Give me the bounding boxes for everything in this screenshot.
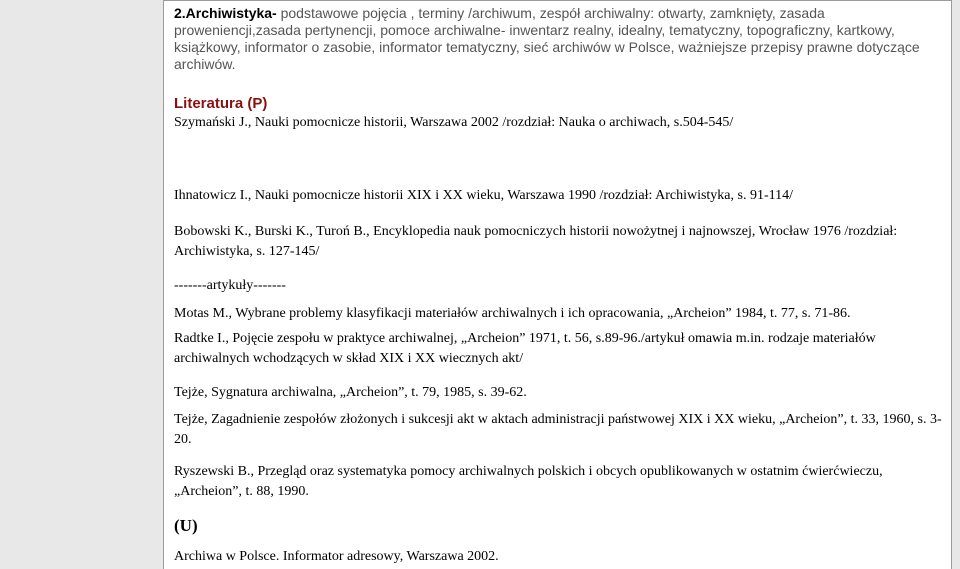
u-heading: (U): [174, 516, 198, 535]
reference-radtke: Radtke I., Pojęcie zespołu w praktyce archiwalnej, „Archeion” 1971, t. 56, s.89-96./artykuł omawia m.in. rodzaje materiałów archiwalnych wchodzących w skład XIX i XX wiecznych akt/: [174, 331, 876, 366]
articles-divider: -------artykuły-------: [174, 278, 286, 293]
section-intro: [174, 5, 944, 73]
reference-tejze-sygnatura: Tejże, Sygnatura archiwalna, „Archeion”, t. 79, 1985, s. 39-62.: [174, 385, 527, 400]
reference-szymanski: Szymański J., Nauki pomocnicze historii, Warszawa 2002 /rozdział: Nauka o archiwach, s.504-545/: [174, 115, 734, 130]
reference-archiwa-w-polsce: Archiwa w Polsce. Informator adresowy, Warszawa 2002.: [174, 549, 499, 564]
reference-ryszewski: Ryszewski B., Przegląd oraz systematyka pomocy archiwalnych polskich i obcych opublikowanych w ostatnim ćwierćwieczu, „Archeion”, t. 88, 1990.: [174, 464, 883, 499]
section-description: podstawowe pojęcia , terminy /archiwum, zespół archiwalny: otwarty, zamknięty, zasada proweniencji,zasada pertynencji, pomoce archiwalne- inwentarz realny, idealny, tematyczny, topograficzny, kartkowy, książkowy, informator o zasobie, informator tematyczny, sieć archiwów w Polsce, ważniejsze przepisy prawne dotyczące archiwów.: [174, 5, 920, 72]
left-table-column: [0, 0, 164, 569]
section-heading: 2.Archiwistyka-: [174, 5, 277, 21]
reference-tejze-zagadnienie: Tejże, Zagadnienie zespołów złożonych i sukcesji akt w aktach administracji państwowej XIX i XX wieku, „Archeion”, t. 33, 1960, s. 3-20.: [174, 412, 942, 447]
reference-ihnatowicz: Ihnatowicz I., Nauki pomocnicze historii XIX i XX wieku, Warszawa 1990 /rozdział: Archiwistyka, s. 91-114/: [174, 188, 793, 203]
reference-bobowski: Bobowski K., Burski K., Turoń B., Encyklopedia nauk pomocniczych historii nowożytnej i najnowszej, Wrocław 1976 /rozdział: Archiwistyka, s. 127-145/: [174, 224, 898, 259]
right-table-column: [951, 0, 960, 569]
table-top-border: [163, 0, 951, 1]
reference-motas: Motas M., Wybrane problemy klasyfikacji materiałów archiwalnych i ich opracowania, „Archeion” 1984, t. 77, s. 71-86.: [174, 306, 851, 321]
literature-heading: Literatura (P): [174, 95, 268, 112]
